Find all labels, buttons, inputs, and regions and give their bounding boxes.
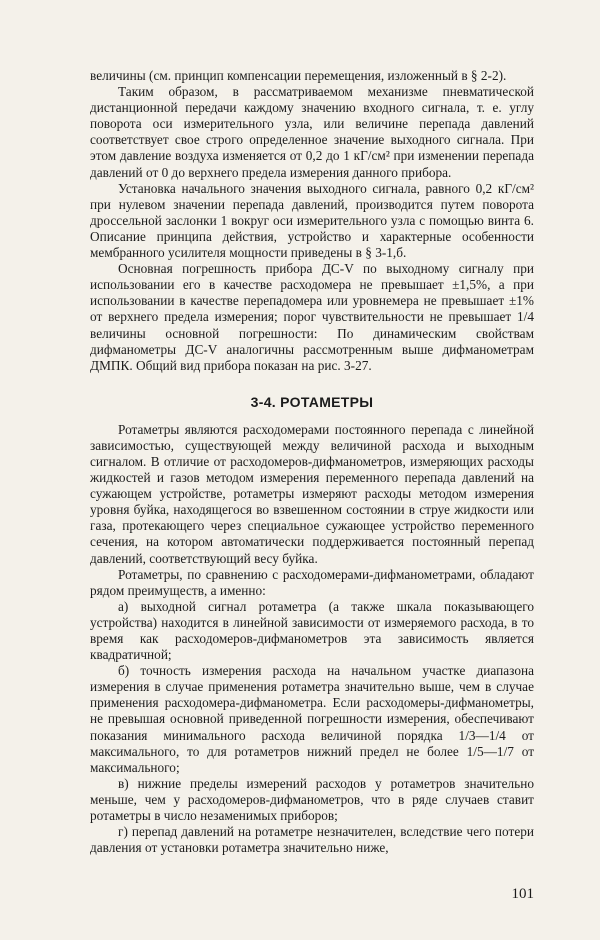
paragraph-error: Основная погрешность прибора ДС-V по выходному сигналу при использовании его в качестве расходомера не превышает ±1,5%, а при использовании в качестве перепадомера или уровнемера не превышает ±1% от верхнего предела измерения; порог чувствительности не превышает 1/4 величины основной погрешности: По динамическим свойствам дифманометры ДС-V аналогичны рассмотренным выше дифманометрам ДМПК. Общий вид прибора показан на рис. 3-27. — [90, 261, 534, 373]
section-heading: 3-4. РОТАМЕТРЫ — [250, 393, 374, 410]
paragraph-rotameters-intro: Ротаметры являются расходомерами постоянного перепада с линейной зависимостью, существующей между величиной расхода и выходным сигналом. В отличие от расходомеров-дифманометров, измеряющих расходы жидкостей и газов методом измерения переменного перепада давлений на сужающем устройстве, ротаметры измеряют расходы методом измерения уровня буйка, находящегося во взвешенном состоянии в струе жидкости или газа, протекающего через специальное сужающее устройство переменного сечения, на котором автоматически поддерживается постоянный перепад давлений, соответствующий весу буйка. — [90, 421, 534, 566]
list-item-a: а) выходной сигнал ротаметра (а также шкала показывающего устройства) находится в линейной зависимости от измеряемого расхода, в то время как расходомеров-дифманометров эта зависимость является квадратичной; — [90, 598, 534, 663]
paragraph-advantages: Ротаметры, по сравнению с расходомерами-дифманометрами, обладают рядом преимуществ, а именно: — [90, 566, 534, 598]
page-number: 101 — [511, 886, 534, 902]
paragraph-transmission: Таким образом, в рассматриваемом механизме пневматической дистанционной передачи каждому значению входного сигнала, т. е. углу поворота оси измерительного узла, или величине перепада давлений соответствует свое строго определенное значение выходного сигнала. При этом давление воздуха изменяется от 0,2 до 1 кГ/см² при изменении перепада давлений от 0 до верхнего предела измерения данного прибора. — [90, 84, 534, 180]
list-item-d: г) перепад давлений на ротаметре незначителен, вследствие чего потери давления от установки ротаметра значительно ниже, — [90, 824, 534, 856]
paragraph-continuation: величины (см. принцип компенсации перемещения, изложенный в § 2-2). — [90, 68, 507, 83]
list-item-c: в) нижние пределы измерений расходов у ротаметров значительно меньше, чем у расходомеров-дифманометров, что в ряде случаев ставит ротаметры в число незаменимых приборов; — [90, 775, 534, 824]
paragraph-initial-value: Установка начального значения выходного сигнала, равного 0,2 кГ/см² при нулевом значении перепада давлений, производится путем поворота дроссельной заслонки 1 вокруг оси измерительного узла с помощью винта 6. Описание принципа действия, устройство и характерные особенности мембранного усилителя мощности приведены в § 3-1,б. — [90, 180, 534, 261]
list-item-b: б) точность измерения расхода на начальном участке диапазона измерения в случае применения ротаметра значительно выше, чем в случае применения расходомера-дифманометра. Если расходомеры-дифманометры, не превышая основной приведенной погрешности измерения, обеспечивают показания минимального расхода величиной порядка 1/3—1/4 от максимального, то для ротаметров нижний предел не более 1/5—1/7 от максимального; — [90, 663, 534, 775]
